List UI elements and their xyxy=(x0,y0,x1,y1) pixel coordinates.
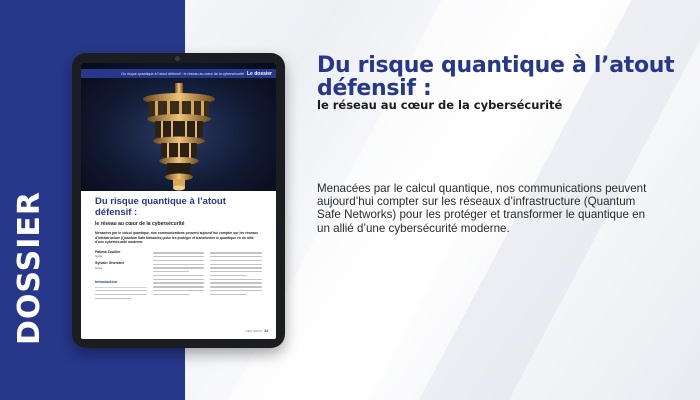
text-line xyxy=(153,271,189,272)
text-line xyxy=(210,267,262,268)
article-column xyxy=(95,250,147,302)
text-line xyxy=(153,282,205,283)
article-column xyxy=(210,250,262,302)
tablet-screen xyxy=(81,63,276,339)
author-role: Nokia xyxy=(95,265,103,270)
text-line xyxy=(210,275,246,276)
text-line xyxy=(210,290,262,291)
author-name: Sylvain Gherrant xyxy=(95,261,124,266)
text-line xyxy=(95,290,147,291)
author-role: Nokia xyxy=(95,254,103,259)
text-line xyxy=(153,275,205,276)
text-line xyxy=(153,279,205,280)
article-columns xyxy=(95,250,262,302)
divider xyxy=(95,287,147,288)
text-line xyxy=(210,282,262,283)
author-name: Fatima Zouiller xyxy=(95,249,121,254)
camera-icon xyxy=(175,56,180,61)
text-line xyxy=(210,286,262,287)
text-line xyxy=(210,252,262,253)
description-text: Menacées par le calcul quantique, nos communications peuvent aujourd’hui compter sur les réseaux d’infrastructure (Quantum Safe Networks) pour les protéger et transformer le quantique en un allié d’une cybersécurité moderne. xyxy=(317,182,647,235)
article-body xyxy=(81,191,276,339)
article-lead: Menacées par le calcul quantique, nos communications peuvent aujourd’hui compter sur les réseaux d’infrastructure (Quantum Safe Networks) pour les protéger et transformer le quantique en un allié d’une cybersécurité moderne. xyxy=(95,231,258,245)
text-line xyxy=(210,279,262,280)
text-line xyxy=(95,294,147,295)
page-number: 24 xyxy=(264,329,268,333)
article-column xyxy=(153,250,205,302)
text-line xyxy=(95,298,131,299)
article-title: Du risque quantique à l’atout défensif : xyxy=(95,196,226,218)
text-line xyxy=(210,294,246,295)
text-line xyxy=(210,256,262,257)
footer-label: NEO NOKIA xyxy=(245,329,263,333)
article-subtitle: le réseau au cœur de la cybersécurité xyxy=(95,221,185,227)
hero-band-tag: Le dossier xyxy=(246,70,272,77)
text-line xyxy=(153,252,205,253)
tablet-mockup xyxy=(72,53,285,348)
text-line xyxy=(153,294,189,295)
text-line xyxy=(153,267,205,268)
hero-band-text: Du risque quantique à l’atout défensif : le réseau au cœur de la cybersécurité xyxy=(121,71,244,76)
text-line xyxy=(210,260,262,261)
text-line xyxy=(153,286,205,287)
text-line xyxy=(153,290,205,291)
text-line xyxy=(153,260,205,261)
text-line xyxy=(210,271,262,272)
page-footer xyxy=(246,329,268,333)
hero-band xyxy=(81,69,276,78)
intro-heading: Introduction xyxy=(95,279,118,284)
text-line xyxy=(210,264,262,265)
text-line xyxy=(153,264,205,265)
headline: Du risque quantique à l’atout défensif : xyxy=(317,53,675,101)
quantum-computer-illustration xyxy=(133,83,225,191)
subheadline: le réseau au cœur de la cybersécurité xyxy=(317,98,563,112)
dossier-label: DOSSIER xyxy=(12,190,47,345)
text-line xyxy=(153,256,205,257)
hero-image xyxy=(81,63,276,191)
